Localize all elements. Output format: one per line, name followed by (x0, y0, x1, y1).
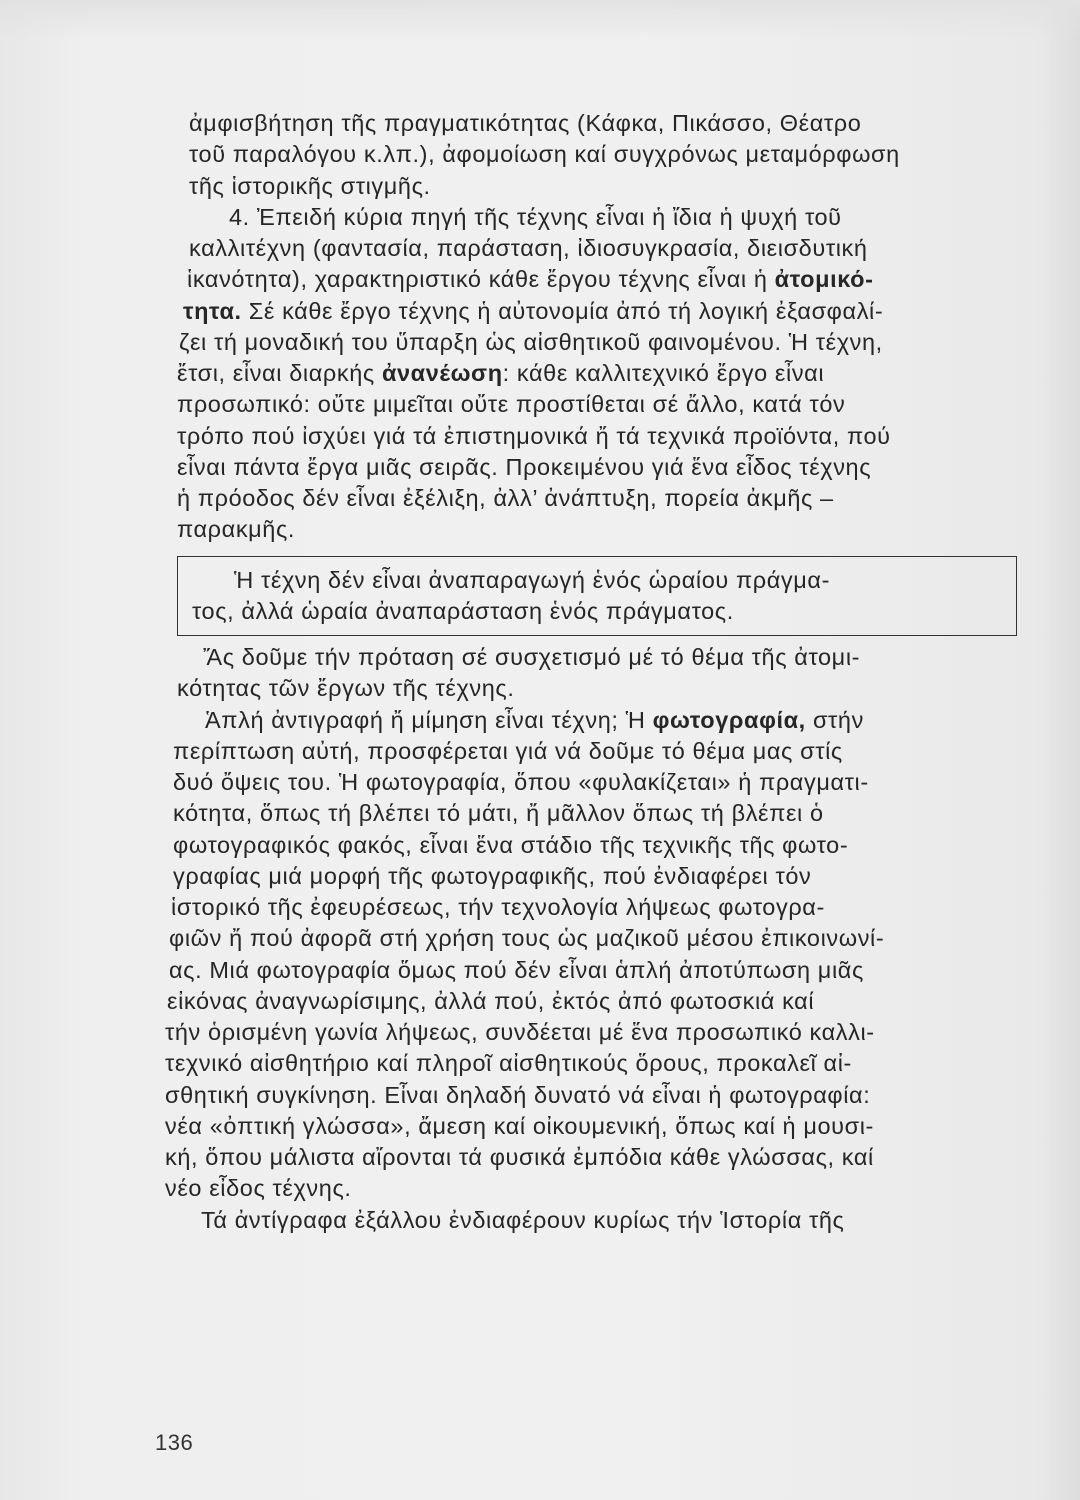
bold-term-atomikotita-end: τητα. (183, 297, 242, 324)
text-line: σθητική συγκίνηση. Εἶναι δηλαδή δυνατό νά εἶναι ἡ φωτογραφία: (165, 1081, 871, 1108)
text-line: εἶναι πάντα ἔργα μιᾶς σειρᾶς. Προκειμένου γιά ἕνα εἶδος τέχνης (177, 453, 872, 480)
text-line: τεχνικό αἰσθητήριο καί πληροῖ αἰσθητικούς ὅρους, προκαλεῖ αἰ- (165, 1050, 852, 1077)
text-line: ἀμφισβήτηση τῆς πραγματικότητας (Κάφκα, Πικάσσο, Θέατρο (189, 110, 862, 136)
bold-term-fotografia: φωτογραφία, (652, 706, 806, 733)
text-line: προσωπικό: οὔτε μιμεῖται οὔτε προστίθεται σέ ἄλλο, κατά τόν (177, 391, 846, 418)
text-line (165, 358, 1027, 389)
text-line: τοῦ παραλόγου κ.λπ.), ἀφομοίωση καί συγχρόνως μεταμόρφωση (189, 141, 900, 168)
text-line: 4. Ἐπειδή κύρια πηγή τῆς τέχνης εἶναι ἡ ἴδια ἡ ψυχή τοῦ (229, 203, 842, 230)
text-line: ἱστορικό τῆς ἐφευρέσεως, τήν τεχνολογία λήψεως φωτογρα- (171, 894, 825, 920)
box-line: Ἡ τέχνη δέν εἶναι ἀναπαραγωγή ἑνός ὡραίου πράγμα- (234, 566, 831, 593)
text-line: Ἄς δοῦμε τήν πρόταση σέ συσχετισμό μέ τό θέμα τῆς ἀτομι- (203, 644, 861, 670)
bold-term-atomikotita: ἀτομικό- (774, 266, 874, 293)
text-line: φωτογραφικός φακός, εἶναι ἕνα στάδιο τῆς τεχνικῆς τῆς φωτο- (173, 831, 849, 858)
text-line: νέα «ὀπτική γλώσσα», ἄμεση καί οἰκουμενική, ὅπως καί ἡ μουσι- (165, 1112, 874, 1139)
text-line: τῆς ἱστορικῆς στιγμῆς. (189, 172, 431, 199)
page-number: 136 (155, 1430, 194, 1455)
text-line (165, 264, 1027, 295)
text-line: ας. Μιά φωτογραφία ὅμως πού δέν εἶναι ἁπλή ἀποτύπωση μιᾶς (169, 956, 864, 983)
text-line: δυό ὄψεις του. Ἡ φωτογραφία, ὅπου «φυλακίζεται» ἡ πραγματι- (173, 769, 869, 795)
text-line: φιῶν ἤ πού ἀφορᾶ στή χρήση τους ὡς μαζικοῦ μέσου ἐπικοινωνί- (169, 925, 885, 952)
text-line: εἰκόνας ἀναγνωρίσιμης, ἀλλά πού, ἐκτός ἀπό φωτοσκιά καί (167, 987, 815, 1014)
text-line: κή, ὅπου μάλιστα αἴρονται τά φυσικά ἐμπόδια κάθε γλώσσας, καί (165, 1144, 874, 1170)
text-line: νέο εἶδος τέχνης. (165, 1175, 352, 1202)
highlight-box (177, 556, 1017, 637)
scan-shadow (0, 0, 1080, 40)
text-segment: ἱκανότητα), χαρακτηριστικό κάθε ἔργου τέχνης εἶναι ἡ (187, 266, 768, 293)
text-line: καλλιτέχνη (φαντασία, παράσταση, ἰδιοσυγκρασία, διεισδυτική (189, 235, 868, 261)
text-line: κότητας τῶν ἔργων τῆς τέχνης. (177, 675, 515, 702)
text-segment: ἔτσι, εἶναι διαρκής (177, 360, 382, 386)
text-segment: Σέ κάθε ἔργο τέχνης ἡ αὐτονομία ἀπό τή λογική ἐξασφαλί- (241, 297, 884, 324)
text-line: παρακμῆς. (177, 516, 296, 543)
text-line: περίπτωση αὐτή, προσφέρεται γιά νά δοῦμε τό θέμα μας στίς (173, 737, 843, 764)
text-segment: Ἁπλή ἀντιγραφή ἤ μίμηση εἶναι τέχνη; Ἡ (205, 706, 653, 733)
text-line: κότητα, ὅπως τή βλέπει τό μάτι, ἤ μᾶλλον ὅπως τή βλέπει ὁ (173, 800, 824, 827)
text-line: γραφίας μιά μορφή τῆς φωτογραφικῆς, πού ἐνδιαφέρει τόν (173, 862, 812, 889)
text-line: Τά ἀντίγραφα ἐξάλλου ἐνδιαφέρουν κυρίως τήν Ἱστορία τῆς (201, 1206, 845, 1233)
spacer (165, 546, 1027, 556)
text-line: ζει τή μοναδική του ὕπαρξη ὡς αἰσθητικοῦ φαινομένου. Ἡ τέχνη, (179, 328, 883, 355)
box-line: τος, ἀλλά ὡραία ἀναπαράσταση ἑνός πράγματος. (192, 597, 734, 624)
text-line (165, 705, 1027, 736)
body-text (165, 108, 1027, 1236)
text-line: τήν ὁρισμένη γωνία λήψεως, συνδέεται μέ ἕνα προσωπικό καλλι- (165, 1019, 875, 1045)
text-line (165, 296, 1027, 327)
bold-term-ananeosi: ἀνανέωση (381, 360, 503, 386)
text-line: τρόπο πού ἰσχύει γιά τά ἐπιστημονικά ἤ τά τεχνικά προϊόντα, πού (177, 422, 891, 449)
text-segment: : κάθε καλλιτεχνικό ἔργο εἶναι (502, 360, 825, 386)
text-line: ἡ πρόοδος δέν εἶναι ἐξέλιξη, ἀλλ’ ἀνάπτυξη, πορεία ἀκμῆς – (177, 485, 834, 511)
text-segment: στήν (805, 706, 864, 733)
